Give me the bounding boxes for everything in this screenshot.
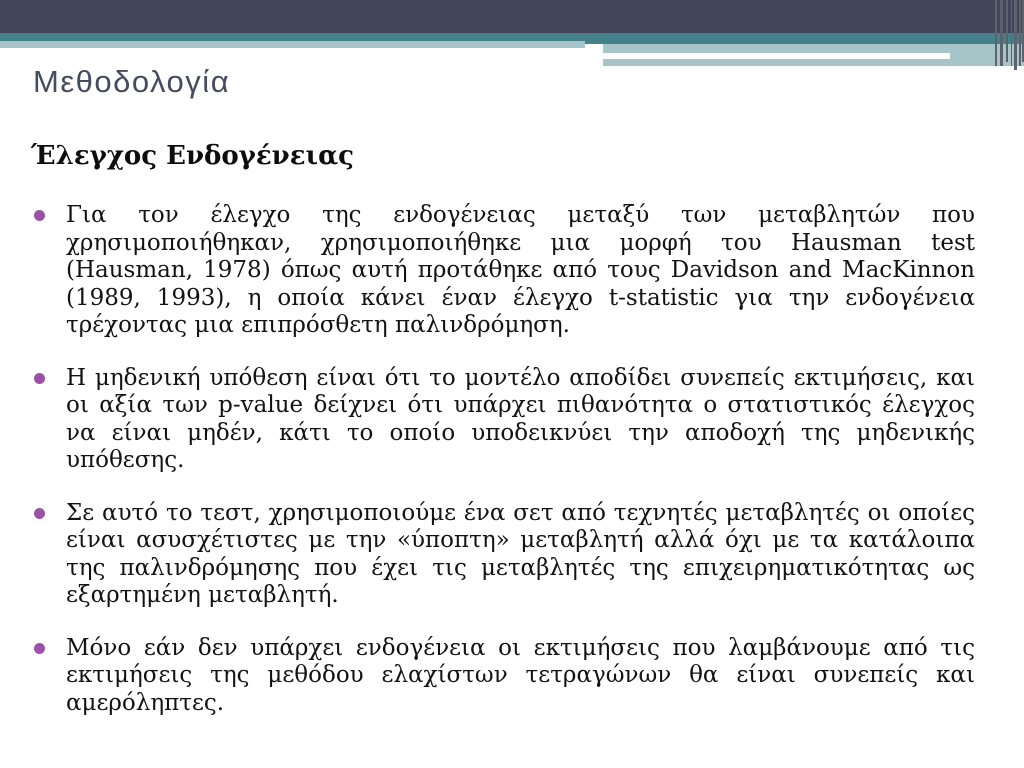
slide-title: Μεθοδολογία bbox=[33, 64, 231, 99]
bullet-text: Η μηδενική υπόθεση είναι ότι το μοντέλο αποδίδει συνεπείς εκτιμήσεις, και οι αξία των p-value δείχνει ότι υπάρχει πιθανότητα ο στατιστικός έλεγχος να είναι μηδέν, κάτι το οποίο υποδεικνύει την αποδοχή της μηδενικής υπόθεσης. bbox=[66, 364, 975, 473]
bullet-item bbox=[30, 365, 975, 475]
bullet-icon bbox=[34, 210, 45, 221]
section-heading: Έλεγχος Ενδογένειας bbox=[31, 141, 354, 171]
bullet-item bbox=[30, 202, 975, 340]
bullet-icon bbox=[34, 643, 45, 654]
slide-content bbox=[30, 141, 975, 717]
bullet-item bbox=[30, 500, 975, 610]
bullet-text: Για τον έλεγχο της ενδογένειας μεταξύ των μεταβλητών που χρησιμοποιήθηκαν, χρησιμοποιήθηκε μια μορφή του Hausman test (Hausman, 1978) όπως αυτή προτάθηκε από τους Davidson and MacKinnon (1989, 1993), η οποία κάνει έναν έλεγχο t-statistic για την ενδογένεια τρέχοντας μια επιπρόσθετη παλινδρόμηση. bbox=[66, 202, 975, 338]
header-white-stripe bbox=[603, 53, 950, 59]
bullet-icon bbox=[34, 508, 45, 519]
bullet-item bbox=[30, 635, 975, 718]
bullet-list bbox=[30, 202, 975, 717]
header-light-stripe-left bbox=[0, 41, 585, 48]
bullet-text: Σε αυτό το τεστ, χρησιμοποιούμε ένα σετ από τεχνητές μεταβλητές οι οποίες είναι ασυσχέτιστες με την «ύποπτη» μεταβλητή αλλά όχι με τα κατάλοιπα της παλινδρόμησης που έχει τις μεταβλητές της επιχειρηματικότητας ως εξαρτημένη μεταβλητή. bbox=[66, 499, 975, 608]
bullet-icon bbox=[34, 373, 45, 384]
header-dark-bar bbox=[0, 0, 1024, 33]
bullet-text: Μόνο εάν δεν υπάρχει ενδογένεια οι εκτιμήσεις που λαμβάνουμε από τις εκτιμήσεις της μεθόδου ελαχίστων τετραγώνων θα είναι συνεπείς και αμερόληπτες. bbox=[66, 634, 975, 716]
header-vertical-stripes-decoration bbox=[995, 0, 1024, 70]
